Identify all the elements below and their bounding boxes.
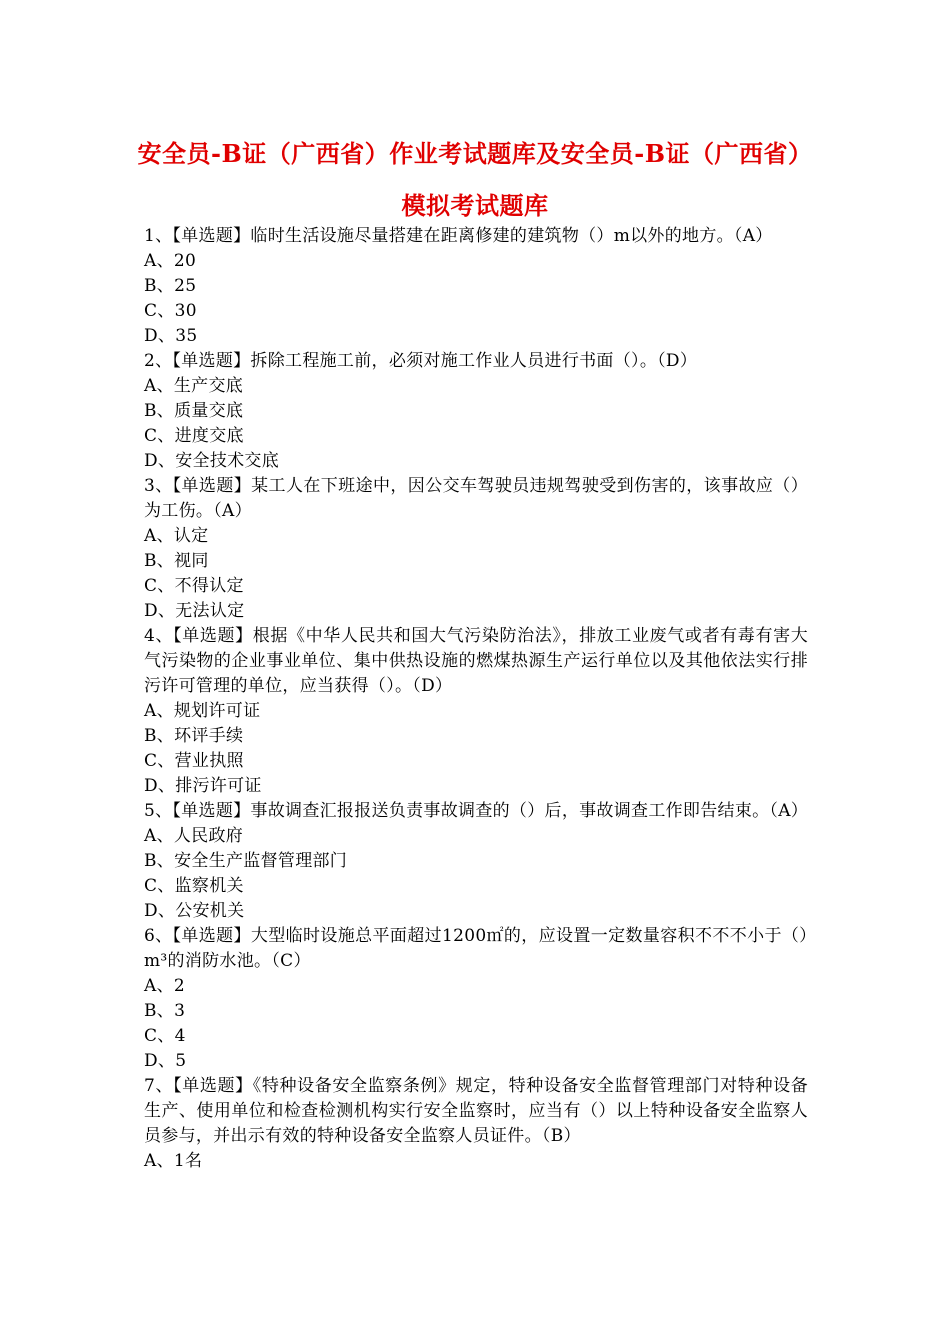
question-block [144, 1074, 808, 1174]
option-c: C、进度交底 [144, 426, 244, 446]
question-block [144, 224, 808, 349]
option-c: C、监察机关 [144, 876, 244, 896]
option-a: A、人民政府 [144, 826, 244, 846]
question-text: 4、【单选题】根据《中华人民共和国大气污染防治法》，排放工业废气或者有毒有害大气污染物的企业事业单位、集中供热设施的燃煤热源生产运行单位以及其他依法实行排污许可管理的单位，应当获得（）。（D） [144, 626, 808, 696]
option-b: B、视同 [144, 551, 209, 571]
option-c: C、营业执照 [144, 751, 244, 771]
question-text: 1、【单选题】临时生活设施尽量搭建在距离修建的建筑物（）m以外的地方。（A） [144, 226, 773, 246]
question-block [144, 474, 808, 624]
option-d: D、公安机关 [144, 901, 245, 921]
question-text: 3、【单选题】某工人在下班途中，因公交车驾驶员违规驾驶受到伤害的，该事故应（）为工伤。（A） [144, 476, 808, 521]
question-text: 5、【单选题】事故调查汇报报送负责事故调查的（）后，事故调查工作即告结束。（A） [144, 801, 809, 821]
document-title: 安全员-B证（广西省）作业考试题库及安全员-B证（广西省）模拟考试题库 [137, 139, 813, 220]
option-d: D、35 [144, 326, 198, 346]
option-b: B、3 [144, 1001, 186, 1021]
question-list [144, 224, 808, 1174]
option-d: D、排污许可证 [144, 776, 262, 796]
option-b: B、环评手续 [144, 726, 244, 746]
question-block [144, 799, 808, 924]
question-block [144, 349, 808, 474]
option-a: A、规划许可证 [144, 701, 261, 721]
option-c: C、4 [144, 1026, 186, 1046]
option-a: A、认定 [144, 526, 209, 546]
option-a: A、生产交底 [144, 376, 244, 396]
option-d: D、无法认定 [144, 601, 245, 621]
option-a: A、1名 [144, 1151, 203, 1171]
option-b: B、25 [144, 276, 197, 296]
option-a: A、20 [144, 251, 197, 271]
option-c: C、30 [144, 301, 197, 321]
option-a: A、2 [144, 976, 185, 996]
option-b: B、质量交底 [144, 401, 244, 421]
option-c: C、不得认定 [144, 576, 244, 596]
question-text: 2、【单选题】拆除工程施工前，必须对施工作业人员进行书面（）。（D） [144, 351, 698, 371]
option-d: D、安全技术交底 [144, 451, 280, 471]
question-text: 6、【单选题】大型临时设施总平面超过1200㎡的，应设置一定数量容积不不不小于（）m³的消防水池。（C） [144, 926, 808, 971]
option-b: B、安全生产监督管理部门 [144, 851, 348, 871]
question-text: 7、【单选题】《特种设备安全监察条例》规定，特种设备安全监督管理部门对特种设备生产、使用单位和检查检测机构实行安全监察时，应当有（）以上特种设备安全监察人员参与，并出示有效的特种设备安全监察人员证件。（B） [144, 1076, 808, 1146]
option-d: D、5 [144, 1051, 187, 1071]
question-block [144, 624, 808, 799]
question-block [144, 924, 808, 1074]
